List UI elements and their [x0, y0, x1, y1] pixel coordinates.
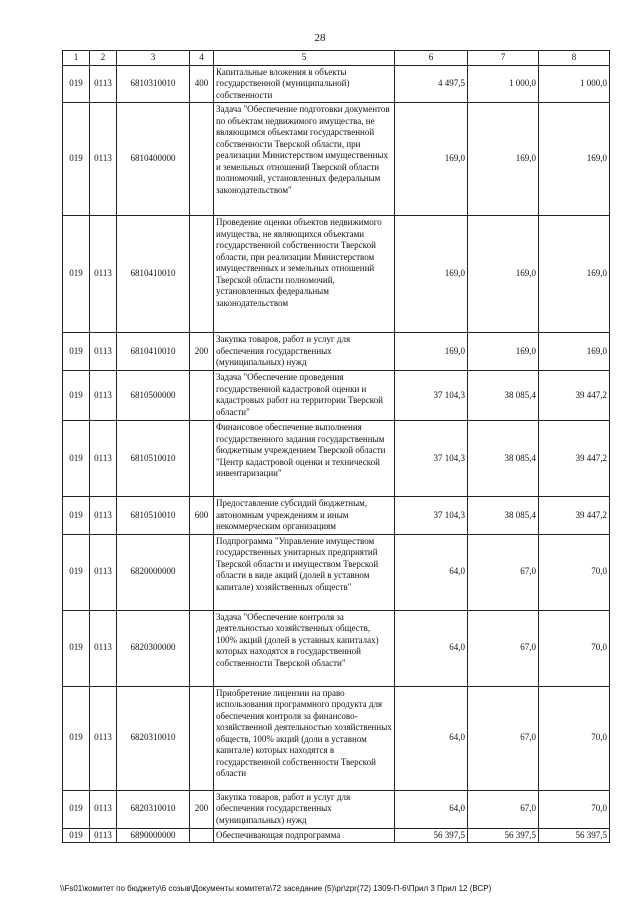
ministry-code: 019 — [63, 790, 90, 828]
ministry-code: 019 — [63, 828, 90, 843]
amount-col6: 37 104,3 — [395, 421, 468, 497]
file-path-footer: \\Fs01\комитет по бюджету\6 созыв\Документы комитета\72 заседание (5)\pr\zpr(72) 1309-П-6\Прил 3 Прил 12 (ВСР) — [60, 884, 492, 893]
target-code: 6810410010 — [117, 216, 190, 333]
ministry-code: 019 — [63, 371, 90, 421]
target-code: 6890000000 — [117, 828, 190, 843]
amount-col8: 39 447,2 — [539, 371, 610, 421]
table-row — [63, 103, 610, 216]
header-row — [63, 51, 610, 66]
section-code: 0113 — [90, 333, 117, 371]
expense-type-code: 400 — [190, 65, 214, 103]
expense-type-code — [190, 828, 214, 843]
table-row — [63, 497, 610, 535]
expense-type-code — [190, 534, 214, 610]
amount-col6: 169,0 — [395, 333, 468, 371]
ministry-code: 019 — [63, 65, 90, 103]
target-code: 6810400000 — [117, 103, 190, 216]
item-name: Обеспечивающая подпрограмма — [214, 828, 395, 843]
table-row — [63, 790, 610, 828]
item-name: Проведение оценки объектов недвижимого имущества, не являющихся объектами государственной собственности Тверской области, при реализации Министерством имущественных и земельных отношений Тверской области полномочий, установленных федеральным законодательством — [214, 216, 395, 333]
item-name: Финансовое обеспечение выполнения государственного задания государственным бюджетным учреждением Тверской области "Центр кадастровой оценки и технической инвентаризации" — [214, 421, 395, 497]
amount-col7: 38 085,4 — [468, 497, 539, 535]
section-code: 0113 — [90, 216, 117, 333]
section-code: 0113 — [90, 103, 117, 216]
amount-col7: 67,0 — [468, 534, 539, 610]
amount-col6: 56 397,5 — [395, 828, 468, 843]
table-row — [63, 216, 610, 333]
amount-col6: 169,0 — [395, 103, 468, 216]
table-row — [63, 828, 610, 843]
item-name: Задача "Обеспечение проведения государственной кадастровой оценки и кадастровых работ на территории Тверской области" — [214, 371, 395, 421]
item-name: Приобретение лицензии на право использования программного продукта для обеспечения контроля за финансово-хозяйственной деятельностью хозяйственных обществ, 100% акций (доли в уставном капитале) которых находятся в государственной собственности Тверской области — [214, 686, 395, 790]
expense-type-code — [190, 421, 214, 497]
header-cell: 6 — [395, 51, 468, 66]
section-code: 0113 — [90, 790, 117, 828]
target-code: 6810510010 — [117, 421, 190, 497]
amount-col8: 70,0 — [539, 534, 610, 610]
header-cell: 7 — [468, 51, 539, 66]
ministry-code: 019 — [63, 610, 90, 686]
expense-type-code — [190, 686, 214, 790]
amount-col6: 4 497,5 — [395, 65, 468, 103]
table-row — [63, 333, 610, 371]
item-name: Закупка товаров, работ и услуг для обеспечения государственных (муниципальных) нужд — [214, 333, 395, 371]
amount-col8: 169,0 — [539, 333, 610, 371]
section-code: 0113 — [90, 686, 117, 790]
target-code: 6820310010 — [117, 790, 190, 828]
amount-col7: 169,0 — [468, 103, 539, 216]
ministry-code: 019 — [63, 686, 90, 790]
amount-col7: 67,0 — [468, 686, 539, 790]
target-code: 6810500000 — [117, 371, 190, 421]
amount-col8: 39 447,2 — [539, 421, 610, 497]
amount-col7: 169,0 — [468, 333, 539, 371]
budget-table — [62, 50, 610, 843]
ministry-code: 019 — [63, 103, 90, 216]
amount-col6: 64,0 — [395, 686, 468, 790]
target-code: 6820310010 — [117, 686, 190, 790]
amount-col8: 70,0 — [539, 610, 610, 686]
ministry-code: 019 — [63, 333, 90, 371]
amount-col6: 64,0 — [395, 610, 468, 686]
amount-col8: 1 000,0 — [539, 65, 610, 103]
item-name: Задача "Обеспечение контроля за деятельностью хозяйственных обществ, 100% акций (долей в уставных капиталах) которых находятся в государственной собственности Тверской области" — [214, 610, 395, 686]
amount-col7: 67,0 — [468, 790, 539, 828]
amount-col7: 67,0 — [468, 610, 539, 686]
amount-col8: 169,0 — [539, 216, 610, 333]
amount-col7: 1 000,0 — [468, 65, 539, 103]
amount-col8: 70,0 — [539, 790, 610, 828]
expense-type-code — [190, 371, 214, 421]
target-code: 6810310010 — [117, 65, 190, 103]
item-name: Задача "Обеспечение подготовки документов по объектам недвижимого имущества, не являющимся объектами государственной собственности Тверской области, при реализации Министерством имущественных и земельных отношений Тверской области полномочий, установленных федеральным законодательством" — [214, 103, 395, 216]
amount-col8: 39 447,2 — [539, 497, 610, 535]
amount-col8: 56 397,5 — [539, 828, 610, 843]
header-cell: 5 — [214, 51, 395, 66]
amount-col6: 64,0 — [395, 534, 468, 610]
target-code: 6810410010 — [117, 333, 190, 371]
item-name: Закупка товаров, работ и услуг для обеспечения государственных (муниципальных) нужд — [214, 790, 395, 828]
expense-type-code — [190, 103, 214, 216]
target-code: 6820000000 — [117, 534, 190, 610]
section-code: 0113 — [90, 421, 117, 497]
table-row — [63, 371, 610, 421]
expense-type-code: 600 — [190, 497, 214, 535]
amount-col6: 37 104,3 — [395, 371, 468, 421]
table-row — [63, 65, 610, 103]
section-code: 0113 — [90, 610, 117, 686]
ministry-code: 019 — [63, 421, 90, 497]
amount-col6: 169,0 — [395, 216, 468, 333]
section-code: 0113 — [90, 371, 117, 421]
table-row — [63, 534, 610, 610]
table-row — [63, 686, 610, 790]
section-code: 0113 — [90, 828, 117, 843]
amount-col6: 64,0 — [395, 790, 468, 828]
ministry-code: 019 — [63, 216, 90, 333]
table-row — [63, 610, 610, 686]
amount-col8: 169,0 — [539, 103, 610, 216]
amount-col7: 38 085,4 — [468, 421, 539, 497]
header-cell: 3 — [117, 51, 190, 66]
header-cell: 8 — [539, 51, 610, 66]
ministry-code: 019 — [63, 534, 90, 610]
amount-col8: 70,0 — [539, 686, 610, 790]
target-code: 6820300000 — [117, 610, 190, 686]
item-name: Предоставление субсидий бюджетным, автономным учреждениям и иным некоммерческим организациям — [214, 497, 395, 535]
ministry-code: 019 — [63, 497, 90, 535]
expense-type-code: 200 — [190, 333, 214, 371]
table-row — [63, 421, 610, 497]
item-name: Подпрограмма "Управление имуществом государственных унитарных предприятий Тверской области и имуществом Тверской области в виде акций (долей в уставном капитале) хозяйственных обществ" — [214, 534, 395, 610]
amount-col7: 56 397,5 — [468, 828, 539, 843]
item-name: Капитальные вложения в объекты государственной (муниципальной) собственности — [214, 65, 395, 103]
section-code: 0113 — [90, 497, 117, 535]
header-cell: 2 — [90, 51, 117, 66]
page-number: 28 — [314, 32, 326, 44]
section-code: 0113 — [90, 534, 117, 610]
amount-col6: 37 104,3 — [395, 497, 468, 535]
amount-col7: 169,0 — [468, 216, 539, 333]
amount-col7: 38 085,4 — [468, 371, 539, 421]
header-cell: 1 — [63, 51, 90, 66]
expense-type-code — [190, 216, 214, 333]
header-cell: 4 — [190, 51, 214, 66]
expense-type-code: 200 — [190, 790, 214, 828]
expense-type-code — [190, 610, 214, 686]
target-code: 6810510010 — [117, 497, 190, 535]
section-code: 0113 — [90, 65, 117, 103]
